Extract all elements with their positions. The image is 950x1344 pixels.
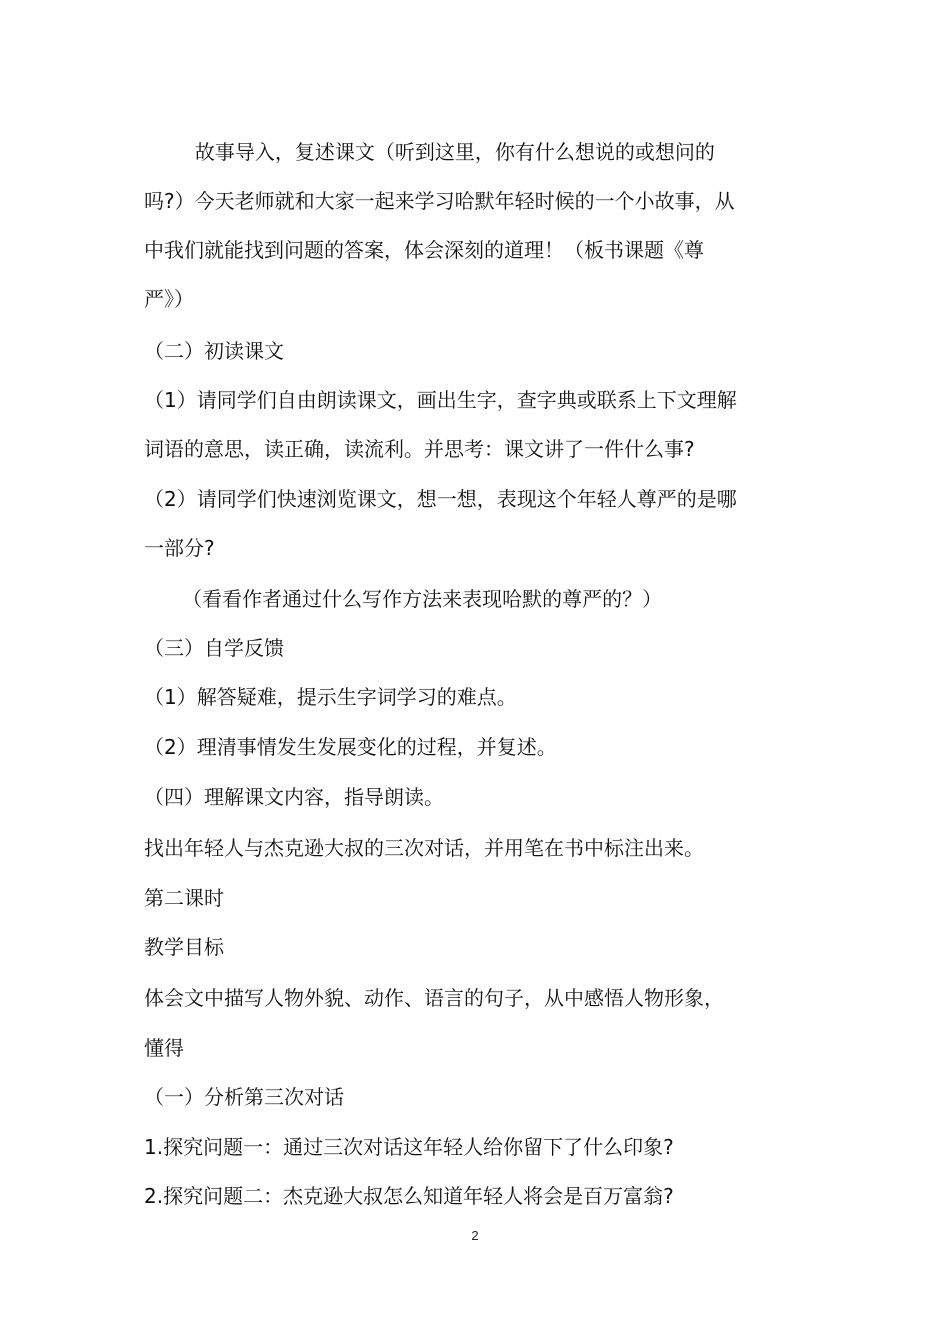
text-line: （1）请同学们自由朗读课文，画出生字，查字典或联系上下文理解 (144, 388, 737, 412)
text-line: 词语的意思，读正确，读流利。并思考：课文讲了一件什么事? (144, 437, 695, 461)
lesson-heading: 第二课时 (144, 886, 224, 910)
text-line: （1）解答疑难，提示生字词学习的难点。 (144, 685, 517, 709)
page-number: 2 (471, 1228, 479, 1243)
text-line: 故事导入，复述课文（听到这里，你有什么想说的或想问的 (144, 140, 715, 164)
text-line: 吗?）今天老师就和大家一起来学习哈默年轻时候的一个小故事，从 (144, 189, 735, 213)
text-line: 1.探究问题一：通过三次对话这年轻人给你留下了什么印象? (144, 1135, 674, 1159)
section-heading: （三）自学反馈 (144, 636, 284, 660)
section-heading: （四）理解课文内容，指导朗读。 (144, 785, 444, 809)
text-line: 懂得 (144, 1036, 184, 1060)
text-line: （2）请同学们快速浏览课文，想一想，表现这个年轻人尊严的是哪 (144, 487, 737, 511)
section-heading: （一）分析第三次对话 (144, 1085, 344, 1109)
text-line: 找出年轻人与杰克逊大叔的三次对话，并用笔在书中标注出来。 (144, 836, 704, 860)
text-line: 2.探究问题二：杰克逊大叔怎么知道年轻人将会是百万富翁? (144, 1184, 674, 1208)
text-line: （看看作者通过什么写作方法来表现哈默的尊严的？） (144, 587, 663, 611)
lesson-subheading: 教学目标 (144, 935, 224, 959)
text-line: 体会文中描写人物外貌、动作、语言的句子，从中感悟人物形象， (144, 986, 724, 1010)
text-line: 中我们就能找到问题的答案，体会深刻的道理！（板书课题《尊 (144, 238, 704, 262)
text-line: 一部分? (144, 536, 215, 560)
text-line: （2）理清事情发生发展变化的过程，并复述。 (144, 735, 557, 759)
text-line: 严》） (144, 287, 194, 311)
section-heading: （二）初读课文 (144, 339, 284, 363)
